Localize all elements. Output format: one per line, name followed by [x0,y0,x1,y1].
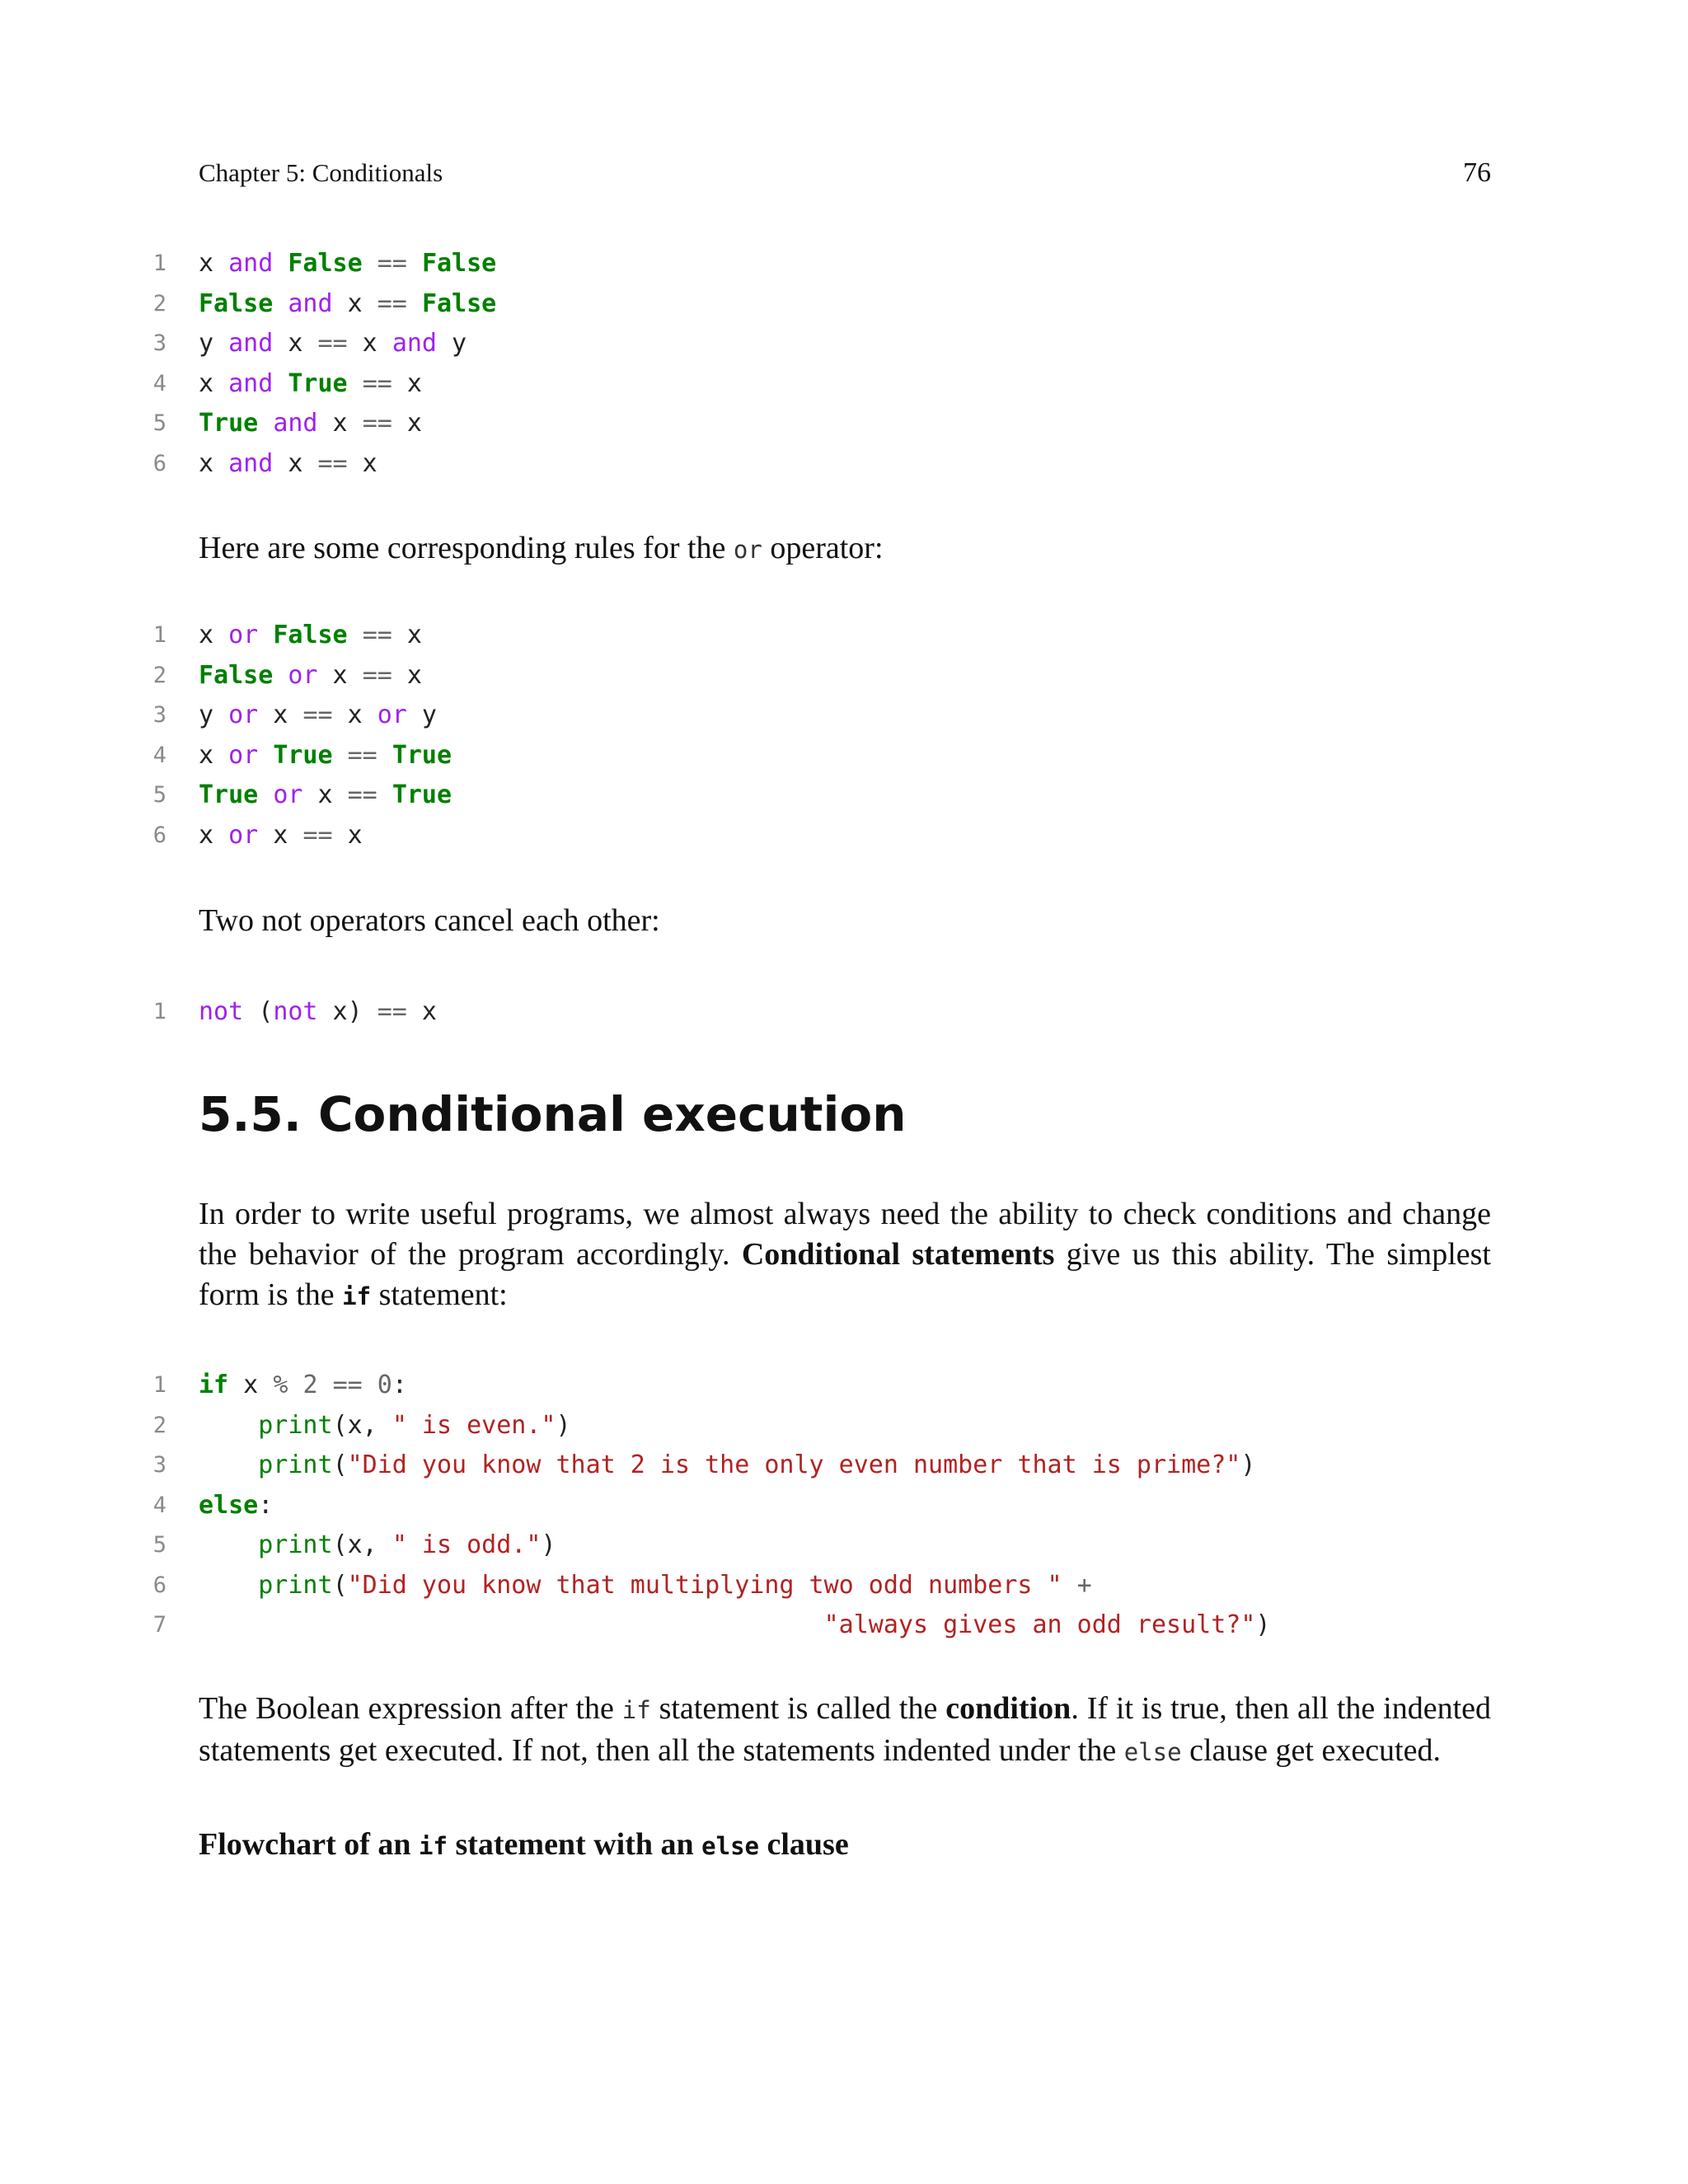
code-text: y [437,329,467,358]
code-text: y [199,701,229,729]
code-line [132,992,1550,1033]
code-content [199,616,422,656]
code-line [132,736,1550,776]
boolean-token: False [421,288,497,318]
code-text [348,621,363,649]
boolean-token: False [199,288,274,318]
operator-token: + [1076,1570,1092,1600]
function-token: print [258,1410,333,1440]
operator-token: == [302,701,333,729]
boolean-token: False [273,621,348,649]
or-intro-text-before: Here are some corresponding rules for the [199,531,734,565]
operator-token: == [362,621,392,649]
code-content [199,1406,571,1446]
or-inline-code: or [733,536,762,564]
keyword-token: or [228,621,259,649]
line-number: 1 [152,622,166,648]
keyword-token: and [392,329,437,358]
code-text: x [406,997,437,1026]
string-token: "Did you know that 2 is the only even number that is prime?" [347,1451,1241,1479]
keyword-token: and [228,448,274,478]
code-text: : [258,1490,274,1520]
code-line [132,284,1550,325]
keyword-token: or [273,780,303,809]
code-text: ( [332,1451,348,1479]
line-number: 4 [152,370,166,396]
boolean-token: False [421,249,497,278]
keyword-token: not [199,997,244,1026]
running-head [199,155,1491,191]
caption-else-code: else [701,1832,759,1860]
operator-token: == [347,740,377,770]
code-text: x [199,249,229,278]
section-heading: 5.5. Conditional execution [199,1086,907,1142]
figure-caption [199,1824,849,1867]
code-content [199,1605,1270,1646]
or-intro-text-after: operator: [762,531,884,565]
string-token: " is odd." [392,1530,542,1559]
code-content [199,1446,1255,1486]
keyword-token: and [273,409,318,438]
caption-if-code: if [419,1832,448,1860]
condition-term: condition [945,1691,1071,1726]
line-number: 4 [152,1492,166,1518]
code-text [407,289,422,318]
code-content [199,1526,556,1566]
code-line [132,1526,1550,1566]
operator-token: == [362,660,392,690]
string-token: "Did you know that multiplying two odd numbers " [347,1570,1062,1600]
caption-text-3: clause [759,1827,849,1862]
boolean-token: True [288,368,348,398]
condition-text-4: clause get executed. [1181,1733,1441,1768]
line-number: 3 [152,1452,166,1478]
keyword-token: or [228,701,259,729]
line-number: 5 [152,1532,166,1558]
line-number: 2 [152,290,166,316]
code-content [199,1566,1092,1606]
control-keyword-token: if [199,1371,229,1399]
operator-token: == [377,249,407,278]
condition-text-2: statement is called the [650,1691,946,1726]
keyword-token: and [228,329,274,358]
code-line [132,816,1550,856]
intro-text-1: In order to write useful programs, we almost always need the ability to check conditions and change the behavior of the program accordingly. [199,1197,1491,1272]
number-token: 0 [377,1371,392,1399]
function-token: print [258,1451,333,1479]
code-content [199,656,422,696]
caption-text-1: Flowchart of an [199,1827,420,1862]
code-text [199,1571,258,1600]
code-line [132,616,1550,656]
code-text: x [347,329,392,358]
operator-token: % [273,1371,288,1399]
code-block-and-rules [132,244,1550,484]
code-text: x [199,448,229,478]
operator-token: == [377,288,407,318]
line-number: 5 [152,782,166,808]
code-text: ) [1240,1451,1256,1479]
code-text [273,289,288,318]
code-text: x [332,820,363,850]
code-text: (x, [332,1530,392,1559]
code-line [132,776,1550,816]
code-text [258,621,273,649]
keyword-token: or [377,701,407,729]
else-inline-code: else [1123,1738,1182,1766]
code-text: x [392,660,422,690]
code-text: x [199,621,229,649]
boolean-token: False [199,660,274,690]
code-text [377,780,392,809]
code-text [199,1411,258,1440]
line-number: 1 [152,1372,166,1398]
string-token: "always gives an odd result?" [823,1610,1256,1639]
code-content [199,992,437,1033]
keyword-token: or [228,740,259,770]
code-content [199,696,437,736]
code-text: x [347,448,377,478]
code-line [132,656,1550,696]
chapter-title: Chapter 5: Conditionals [199,158,443,187]
code-content [199,404,422,444]
operator-token: == [332,1371,363,1399]
intro-text-3: statement: [371,1277,508,1312]
code-text [288,1371,302,1399]
intro-paragraph [199,1194,1491,1317]
line-number: 3 [152,702,166,728]
code-line [132,324,1550,364]
control-keyword-token: else [199,1490,259,1520]
code-text: ) [1255,1610,1271,1639]
code-content [199,816,363,856]
code-line [132,404,1550,444]
line-number: 6 [152,450,166,476]
boolean-token: True [392,780,452,809]
boolean-token: True [199,409,259,438]
line-number: 6 [152,1572,166,1598]
intro-text-2: give us this ability. The simplest form is the [199,1237,1491,1312]
line-number: 1 [152,999,166,1024]
code-text: ) [556,1410,571,1440]
code-text [318,1371,333,1399]
code-block-if-example [132,1366,1550,1646]
line-number: 5 [152,410,166,436]
caption-text-2: statement with an [447,1827,702,1862]
line-number: 4 [152,742,166,768]
if-inline-code: if [342,1282,372,1310]
code-text: x [199,740,229,770]
if-inline-code-2: if [621,1696,651,1724]
code-line [132,1486,1550,1526]
code-line [132,244,1550,284]
function-token: print [258,1530,333,1559]
operator-token: == [302,820,333,850]
code-text: ( [332,1570,348,1600]
code-line [132,1566,1550,1606]
code-text: x [392,409,422,438]
number-token: 2 [302,1371,318,1399]
operator-token: == [317,329,348,358]
code-text [407,249,422,278]
code-block-not-rule [132,992,1550,1033]
code-text [199,1610,824,1639]
operator-token: == [317,448,348,478]
function-token: print [258,1570,333,1600]
code-text [363,1371,377,1399]
code-text: (x, [332,1410,392,1440]
code-text: x [332,288,377,318]
string-token: " is even." [392,1410,556,1440]
code-text: x [392,368,422,398]
code-text: x [317,409,363,438]
operator-token: == [362,368,392,398]
code-text: x [317,660,363,690]
code-content [199,776,452,816]
code-text: x [258,701,303,729]
operator-token: == [347,780,377,809]
line-number: 1 [152,251,166,276]
code-block-or-rules [132,616,1550,855]
boolean-token: True [273,740,333,770]
code-line [132,1446,1550,1486]
code-line [132,1366,1550,1406]
code-line [132,696,1550,736]
condition-text-3: . If it is true, then all the indented statements get executed. If not, then all the statements indented under the [199,1691,1492,1768]
code-text [273,369,288,398]
boolean-token: True [392,740,452,770]
code-text: ) [541,1530,556,1559]
page-number: 76 [1463,157,1491,188]
code-text: x [258,820,303,850]
code-text [348,369,363,398]
code-content [199,1366,407,1406]
code-text [199,1530,258,1559]
condition-paragraph [199,1689,1491,1773]
code-text [363,249,377,278]
code-text [258,780,273,809]
keyword-token: or [288,660,318,690]
code-content [199,244,496,284]
code-text [1062,1571,1077,1600]
keyword-token: not [273,997,318,1026]
code-text [273,249,288,278]
keyword-token: and [228,368,274,398]
code-text [258,409,273,438]
code-text: x) [317,997,377,1026]
keyword-token: and [228,249,274,278]
code-content [199,736,452,776]
code-text: ( [243,997,274,1026]
operator-token: == [377,997,407,1026]
condition-text-1: The Boolean expression after the [199,1691,622,1726]
conditional-statements-term: Conditional statements [741,1237,1055,1272]
keyword-token: and [288,288,333,318]
code-text [199,1451,258,1479]
code-text: x [273,329,318,358]
code-line [132,1605,1550,1646]
line-number: 2 [152,1412,166,1438]
boolean-token: True [199,780,259,809]
code-text: x [199,820,229,850]
code-text: : [392,1371,407,1399]
code-line [132,444,1550,485]
code-text: y [406,701,437,729]
not-intro-paragraph: Two not operators cancel each other: [199,903,660,938]
code-text [258,741,273,770]
code-text [333,741,348,770]
code-text: x [273,448,318,478]
line-number: 7 [152,1612,166,1638]
code-content [199,1486,273,1526]
code-text: x [392,621,422,649]
line-number: 6 [152,822,166,848]
code-text: x [302,780,348,809]
line-number: 3 [152,330,166,356]
boolean-token: False [288,249,363,278]
or-intro-paragraph [199,528,1491,570]
code-content [199,284,496,325]
line-number: 2 [152,662,166,688]
code-text: x [199,368,229,398]
keyword-token: or [228,820,259,850]
code-content [199,364,422,405]
code-text: x [332,701,377,729]
code-text [273,661,288,690]
code-line [132,1406,1550,1446]
code-content [199,444,377,485]
code-content [199,324,467,364]
code-text: x [228,1371,274,1399]
operator-token: == [362,409,392,438]
code-text: y [199,329,229,358]
code-line [132,364,1550,405]
code-text [377,741,392,770]
